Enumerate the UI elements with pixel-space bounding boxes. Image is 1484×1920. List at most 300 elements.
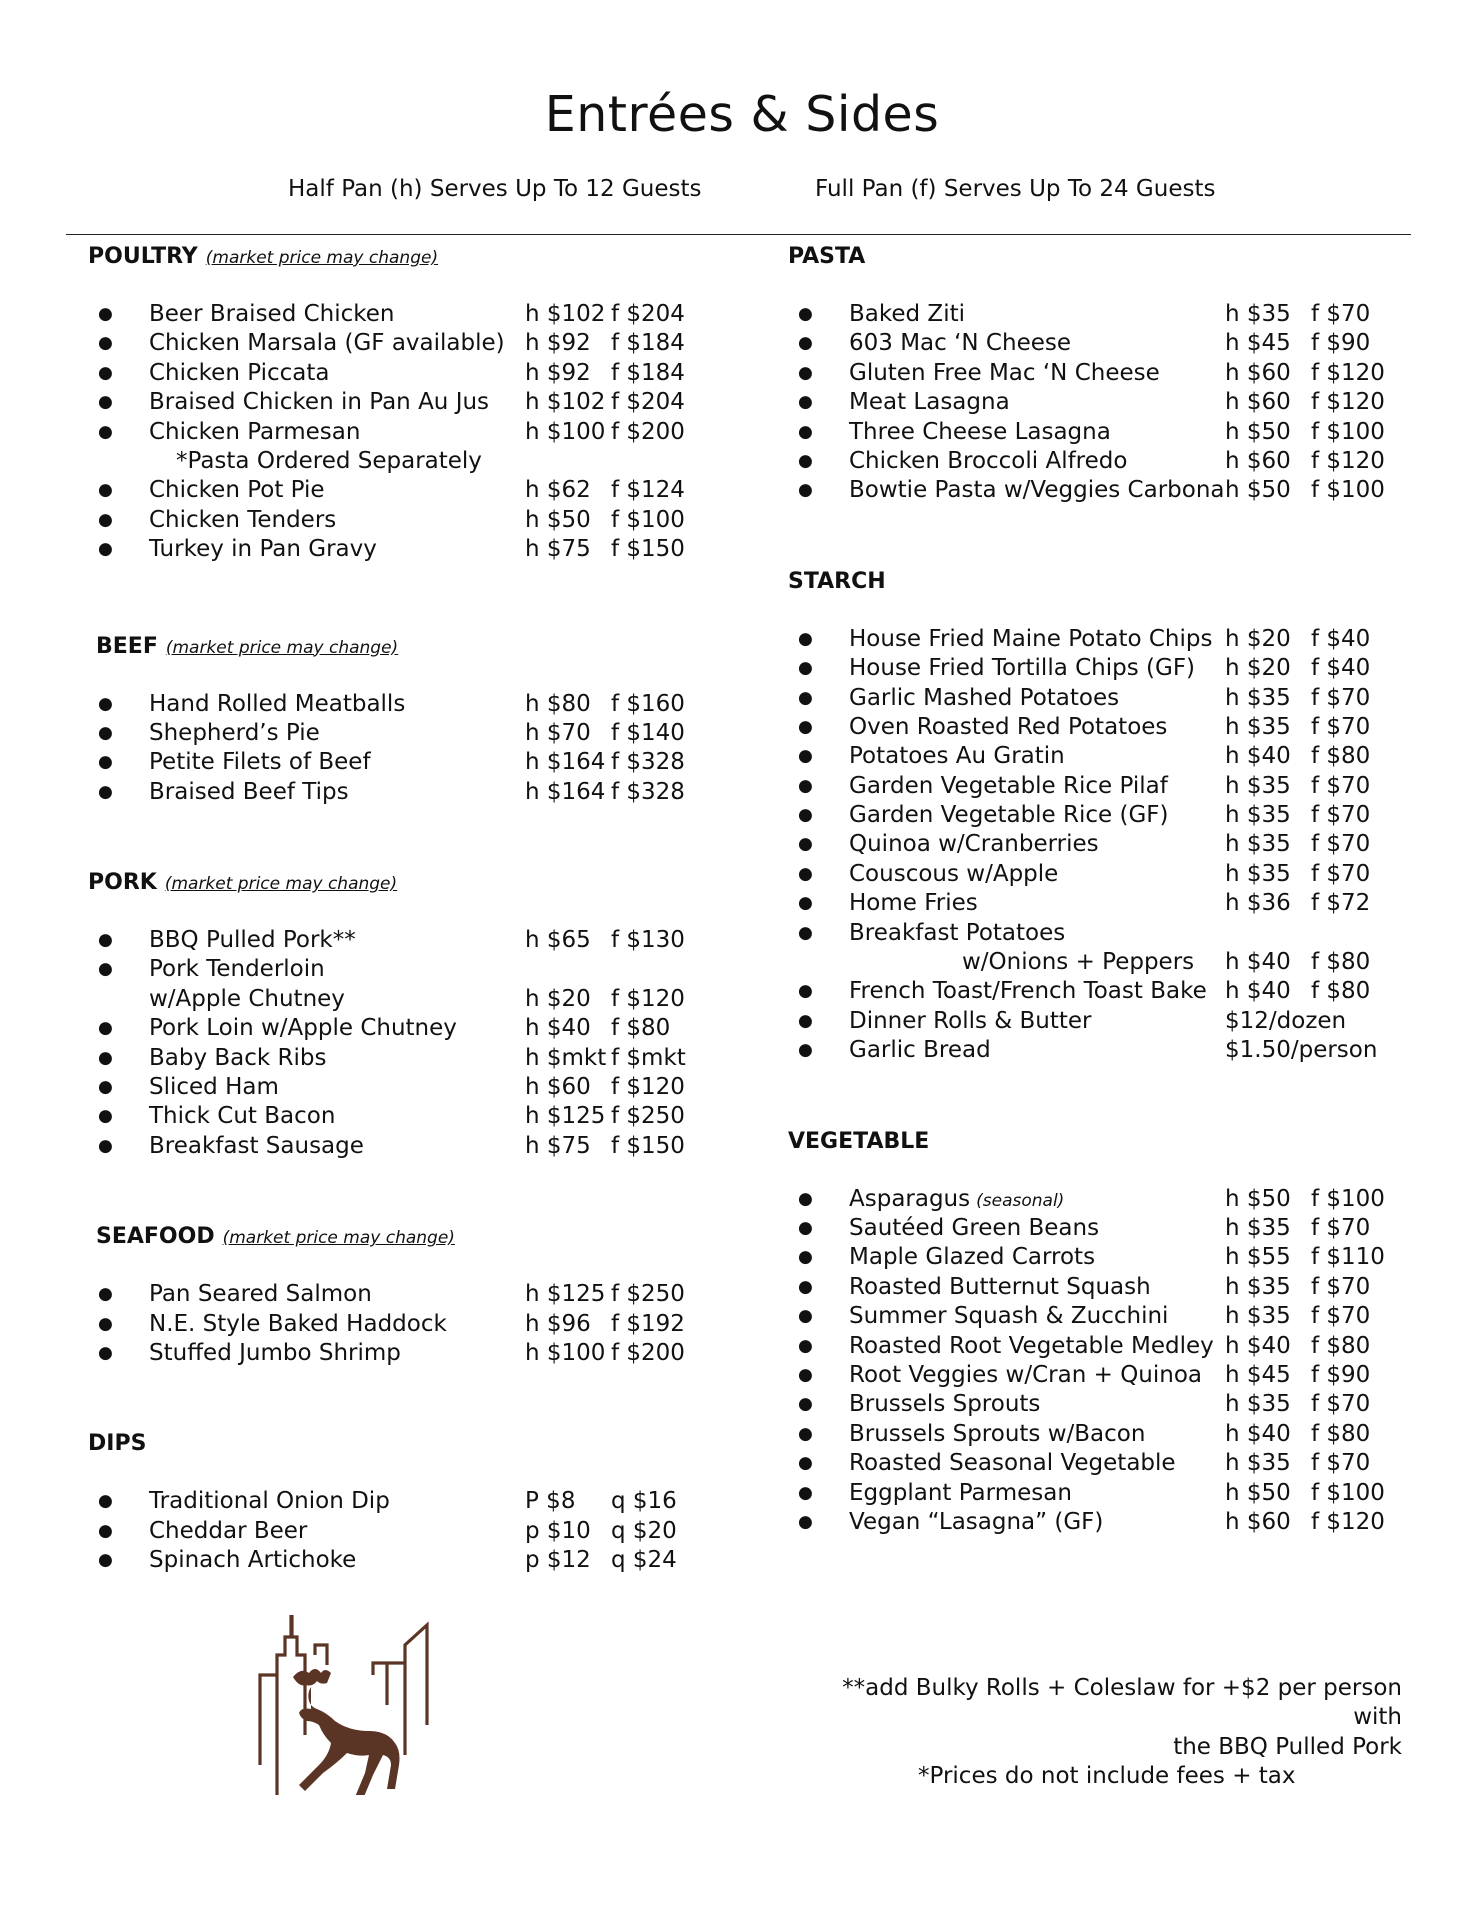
item-name: Chicken Tenders	[149, 506, 337, 533]
menu-item	[788, 1036, 1428, 1065]
item-name: Turkey in Pan Gravy	[149, 536, 377, 563]
half-pan-price: P $8	[525, 1488, 576, 1515]
item-name: Shepherd’s Pie	[149, 719, 320, 746]
full-pan-price: f $184	[611, 330, 685, 357]
full-pan-price: f $70	[1311, 1214, 1371, 1241]
bullet: ●	[798, 333, 813, 354]
item-name: Meat Lasagna	[849, 389, 1010, 416]
item-name: Stuffed Jumbo Shrimp	[149, 1339, 401, 1366]
full-pan-price: f $70	[1311, 713, 1371, 740]
item-list	[88, 926, 748, 1161]
full-pan-price: f $90	[1311, 330, 1371, 357]
menu-item	[788, 1449, 1428, 1478]
half-pan-price: h $mkt	[525, 1044, 607, 1071]
item-name: Roasted Seasonal Vegetable	[849, 1450, 1176, 1477]
half-pan-price: p $12	[525, 1547, 591, 1574]
full-pan-price: f $124	[611, 477, 685, 504]
bullet: ●	[798, 450, 813, 471]
moose-skyline-logo	[255, 1615, 475, 1795]
item-name: Pork Tenderloin	[149, 956, 325, 983]
item-name: Beer Braised Chicken	[149, 301, 395, 327]
menu-item	[88, 388, 748, 417]
section-heading	[788, 244, 1428, 270]
item-name: Garden Vegetable Rice (GF)	[849, 802, 1169, 829]
section-title: PORK	[88, 870, 157, 896]
menu-item	[88, 476, 748, 505]
menu-item	[88, 1339, 756, 1368]
menu-item	[788, 359, 1428, 388]
menu-item	[88, 1073, 748, 1102]
item-name: w/Onions + Peppers	[962, 949, 1195, 976]
menu-item	[788, 1243, 1428, 1272]
menu-item	[788, 948, 1428, 977]
bullet: ●	[798, 1010, 813, 1031]
half-pan-price: h $35	[1225, 831, 1291, 858]
half-pan-price: h $35	[1225, 684, 1291, 711]
menu-item	[788, 1007, 1428, 1036]
half-pan-note: Half Pan (h) Serves Up To 12 Guests	[288, 176, 702, 202]
item-name: N.E. Style Baked Haddock	[149, 1310, 447, 1337]
full-pan-price: f $70	[1311, 831, 1371, 858]
bullet: ●	[798, 981, 813, 1002]
half-pan-price: h $45	[1225, 330, 1291, 357]
menu-item	[88, 926, 748, 955]
right-column	[788, 240, 1428, 1537]
full-pan-price: f $80	[611, 1015, 671, 1042]
page-title: Entrées & Sides	[544, 86, 940, 143]
full-pan-price: f $80	[1311, 743, 1371, 770]
bullet: ●	[98, 421, 113, 442]
half-pan-price: h $125	[525, 1103, 606, 1130]
item-name: Breakfast Sausage	[149, 1132, 364, 1159]
half-pan-price: h $35	[1225, 802, 1291, 829]
bullet: ●	[798, 893, 813, 914]
item-name: Asparagus (seasonal)	[849, 1185, 1065, 1212]
market-price-note: (market price may change)	[205, 248, 439, 268]
section-title: VEGETABLE	[788, 1128, 930, 1154]
market-price-note: (market price may change)	[165, 637, 399, 658]
menu-item	[788, 801, 1428, 830]
bullet: ●	[798, 1394, 813, 1415]
item-name: BBQ Pulled Pork**	[149, 927, 356, 954]
full-pan-price: f $100	[1311, 418, 1385, 445]
footnotes	[790, 1674, 1402, 1792]
item-name: Chicken Piccata	[149, 359, 330, 386]
half-pan-price: h $60	[525, 1074, 591, 1101]
section-poultry	[88, 244, 748, 565]
item-name: Eggplant Parmesan	[849, 1479, 1072, 1506]
item-list	[788, 300, 1428, 506]
half-pan-price: h $60	[1225, 1508, 1291, 1535]
section-dips	[88, 1431, 748, 1575]
menu-item	[788, 860, 1428, 889]
bullet: ●	[98, 1491, 113, 1512]
item-list	[88, 300, 748, 565]
menu-item	[88, 1044, 748, 1073]
full-pan-price: f $72	[1311, 890, 1371, 917]
bullet: ●	[798, 392, 813, 413]
full-pan-price: f $100	[1311, 1479, 1385, 1506]
half-pan-price: h $102	[525, 389, 606, 416]
item-name: Breakfast Potatoes	[849, 919, 1066, 946]
bullet: ●	[798, 922, 813, 943]
bullet: ●	[98, 930, 113, 951]
item-name: Sautéed Green Beans	[849, 1214, 1100, 1241]
menu-item	[788, 1508, 1428, 1537]
half-pan-price: h $20	[1225, 655, 1291, 682]
item-name: Gluten Free Mac ‘N Cheese	[849, 359, 1160, 386]
item-list	[88, 690, 756, 808]
left-column	[88, 240, 748, 1576]
menu-item	[788, 742, 1428, 771]
full-pan-price: f $80	[1311, 1332, 1371, 1359]
full-pan-price: q $16	[611, 1488, 677, 1515]
item-name: Bowtie Pasta w/Veggies Carbona	[849, 477, 1225, 504]
full-pan-price: f $80	[1311, 1420, 1371, 1447]
item-name: *Pasta Ordered Separately	[176, 447, 482, 474]
bullet: ●	[98, 1284, 113, 1305]
menu-item	[788, 1302, 1428, 1331]
full-pan-price: f $184	[611, 359, 685, 386]
menu-item	[88, 1310, 756, 1339]
half-pan-price: h $55	[1225, 1244, 1291, 1271]
item-name: Three Cheese Lasagna	[849, 418, 1111, 445]
half-pan-price: h $100	[525, 1339, 606, 1366]
item-name: Roasted Butternut Squash	[849, 1273, 1151, 1300]
bullet: ●	[798, 421, 813, 442]
item-name: Couscous w/Apple	[849, 860, 1059, 887]
item-list	[88, 1487, 748, 1575]
item-tag: (seasonal)	[976, 1190, 1065, 1211]
full-pan-price: f $40	[1311, 655, 1371, 682]
half-pan-price: h $35	[1225, 1450, 1291, 1477]
bullet: ●	[98, 1313, 113, 1334]
half-pan-price: h $80	[525, 690, 591, 717]
item-name: Baked Ziti	[849, 301, 965, 327]
full-pan-price: f $70	[1311, 802, 1371, 829]
bullet: ●	[798, 834, 813, 855]
bullet: ●	[798, 1188, 813, 1209]
full-pan-price: q $24	[611, 1547, 677, 1574]
menu-item	[788, 1420, 1428, 1449]
full-pan-price: f $204	[611, 389, 685, 416]
item-name: French Toast/French Toast Bake	[849, 978, 1207, 1005]
menu-item	[788, 447, 1428, 476]
menu-item	[88, 418, 748, 447]
full-pan-price: f $80	[1311, 949, 1371, 976]
section-beef	[96, 634, 756, 808]
bullet: ●	[98, 362, 113, 383]
item-name: w/Apple Chutney	[149, 985, 345, 1012]
half-pan-price: h $35	[1225, 772, 1291, 799]
half-pan-price: h $35	[1225, 1391, 1291, 1418]
full-pan-price: f $120	[1311, 1508, 1385, 1535]
full-pan-price: f $120	[611, 1074, 685, 1101]
menu-item	[88, 1014, 748, 1043]
half-pan-price: h $35	[1225, 1214, 1291, 1241]
section-title: DIPS	[88, 1431, 147, 1457]
full-pan-price: f $150	[611, 1132, 685, 1159]
bullet: ●	[798, 1511, 813, 1532]
bullet: ●	[798, 480, 813, 501]
item-name: Home Fries	[849, 890, 978, 917]
section-heading	[788, 1129, 1428, 1155]
half-pan-price: h $40	[1225, 949, 1291, 976]
full-pan-price: f $80	[1311, 978, 1371, 1005]
half-pan-price: h $35	[1225, 860, 1291, 887]
item-name: Maple Glazed Carrots	[849, 1244, 1096, 1271]
half-pan-price: h $125	[525, 1281, 606, 1308]
menu-item	[788, 654, 1428, 683]
item-list	[788, 625, 1428, 1066]
menu-item	[88, 300, 748, 329]
item-name: Hand Rolled Meatballs	[149, 690, 406, 717]
full-pan-price: f $120	[1311, 447, 1385, 474]
item-name: Braised Chicken in Pan Au Jus	[149, 389, 490, 416]
bullet: ●	[798, 304, 813, 324]
full-pan-price: f $40	[1311, 625, 1371, 652]
item-name: House Fried Tortilla Chips (GF)	[849, 655, 1196, 682]
menu-item	[788, 772, 1428, 801]
menu-item	[788, 476, 1428, 505]
item-name: Dinner Rolls & Butter	[849, 1007, 1092, 1034]
half-pan-price: h $40	[1225, 1332, 1291, 1359]
section-heading	[88, 244, 748, 270]
full-pan-price: q $20	[611, 1517, 677, 1544]
half-pan-price: h $36	[1225, 890, 1291, 917]
full-pan-price: f $100	[1311, 1185, 1385, 1212]
half-pan-price: h $40	[1225, 978, 1291, 1005]
section-pork	[88, 870, 748, 1161]
item-name: 603 Mac ‘N Cheese	[849, 330, 1072, 357]
bullet: ●	[98, 1135, 113, 1156]
bullet: ●	[798, 1040, 813, 1061]
half-pan-price: h $35	[1225, 1303, 1291, 1330]
full-pan-price: f $328	[611, 778, 685, 805]
full-pan-price: f $100	[1311, 477, 1385, 504]
menu-item	[788, 889, 1428, 918]
full-pan-price: f $200	[611, 418, 685, 445]
bullet: ●	[798, 1306, 813, 1327]
menu-item	[88, 985, 748, 1014]
item-name: Cheddar Beer	[149, 1517, 308, 1544]
half-pan-price: h $60	[1225, 447, 1291, 474]
bullet: ●	[98, 781, 113, 802]
section-heading	[96, 1224, 756, 1250]
menu-item	[788, 1479, 1428, 1508]
bullet: ●	[98, 392, 113, 413]
item-name: Spinach Artichoke	[149, 1547, 357, 1574]
market-price-note: (market price may change)	[164, 874, 398, 895]
item-name: Roasted Root Vegetable Medley	[849, 1332, 1214, 1359]
menu-item	[88, 1132, 748, 1161]
half-pan-price: h $60	[1225, 389, 1291, 416]
half-pan-price: h $164	[525, 778, 606, 805]
bullet: ●	[798, 1247, 813, 1268]
menu-item	[88, 719, 756, 748]
half-pan-price: h $35	[1225, 713, 1291, 740]
section-starch	[788, 569, 1428, 1066]
menu-item	[788, 977, 1428, 1006]
half-pan-price: h $50	[1225, 418, 1291, 445]
full-pan-price: f $250	[611, 1281, 685, 1308]
item-name: Traditional Onion Dip	[149, 1488, 390, 1515]
full-pan-price: f $140	[611, 719, 685, 746]
half-pan-price: h $40	[1225, 1420, 1291, 1447]
menu-item	[788, 919, 1428, 948]
item-name: Chicken Parmesan	[149, 418, 361, 445]
item-name: House Fried Maine Potato Chips	[849, 625, 1213, 652]
bullet: ●	[798, 362, 813, 383]
menu-item	[88, 690, 756, 719]
full-pan-price: f $200	[611, 1339, 685, 1366]
half-pan-price: h $20	[1225, 625, 1291, 652]
header-divider	[66, 234, 1411, 235]
bullet: ●	[98, 1550, 113, 1571]
bullet: ●	[798, 863, 813, 884]
bullet: ●	[798, 746, 813, 767]
menu-item	[788, 830, 1428, 859]
menu-item	[788, 1185, 1428, 1214]
full-pan-price: f $70	[1311, 684, 1371, 711]
section-title: POULTRY	[88, 244, 198, 269]
bullet: ●	[98, 693, 113, 714]
menu-item	[88, 1546, 748, 1575]
full-pan-price: f $160	[611, 690, 685, 717]
item-name: Summer Squash & Zucchini	[849, 1303, 1169, 1330]
bullet: ●	[98, 539, 113, 560]
footnote-prices: *Prices do not include fees + tax	[918, 1763, 1296, 1790]
full-pan-price: f $100	[611, 506, 685, 533]
menu-item	[88, 329, 748, 358]
full-pan-price: f $130	[611, 927, 685, 954]
bullet: ●	[798, 687, 813, 708]
item-name: Thick Cut Bacon	[149, 1103, 336, 1130]
half-pan-price: h $50	[525, 506, 591, 533]
bullet: ●	[98, 333, 113, 354]
half-pan-price: h $75	[525, 536, 591, 563]
menu-item	[788, 1390, 1428, 1419]
menu-item	[788, 1361, 1428, 1390]
footnote-bbq: the BBQ Pulled Pork	[1173, 1733, 1402, 1760]
section-seafood	[96, 1224, 756, 1368]
menu-item	[88, 1487, 748, 1516]
bullet: ●	[98, 1077, 113, 1098]
item-name: Chicken Broccoli Alfredo	[849, 447, 1128, 474]
full-pan-price: f $120	[611, 985, 685, 1012]
item-name: Root Veggies w/Cran + Quinoa	[849, 1361, 1203, 1388]
half-pan-price: h $75	[525, 1132, 591, 1159]
bullet: ●	[798, 658, 813, 679]
item-name: Brussels Sprouts w/Bacon	[849, 1420, 1146, 1447]
menu-item	[788, 388, 1428, 417]
menu-item	[788, 713, 1428, 742]
menu-item	[788, 1214, 1428, 1243]
half-pan-price: h $50	[1225, 1479, 1291, 1506]
bullet: ●	[98, 1106, 113, 1127]
item-list	[88, 1280, 756, 1368]
menu-item	[88, 535, 748, 564]
half-pan-price: h $102	[525, 301, 606, 327]
menu-item	[788, 684, 1428, 713]
footnote-bulky-rolls: **add Bulky Rolls + Coleslaw for +$2 per person with	[842, 1675, 1402, 1731]
item-name: Chicken Pot Pie	[149, 477, 325, 504]
item-name: Garlic Bread	[849, 1037, 991, 1064]
item-name: Petite Filets of Beef	[149, 749, 371, 776]
bullet: ●	[98, 959, 113, 980]
section-title: STARCH	[788, 568, 886, 594]
half-pan-price: h $40	[525, 1015, 591, 1042]
full-pan-price: f $70	[1311, 1273, 1371, 1300]
full-pan-price: f $328	[611, 749, 685, 776]
bullet: ●	[798, 628, 813, 649]
item-name: Pork Loin w/Apple Chutney	[149, 1015, 457, 1042]
full-pan-price: f $120	[1311, 389, 1385, 416]
item-name: Sliced Ham	[149, 1074, 279, 1101]
section-title: BEEF	[96, 633, 158, 659]
full-pan-price: f $70	[1311, 1303, 1371, 1330]
item-name: Braised Beef Tips	[149, 778, 349, 805]
market-price-note: (market price may change)	[222, 1228, 455, 1249]
half-pan-price: $12/dozen	[1225, 1007, 1347, 1034]
menu-item	[788, 418, 1428, 447]
half-pan-price: h $50	[1225, 477, 1291, 504]
bullet: ●	[798, 1453, 813, 1474]
section-title: SEAFOOD	[96, 1224, 215, 1250]
item-name: Quinoa w/Cranberries	[849, 831, 1099, 858]
full-pan-price: f $204	[611, 301, 685, 327]
full-pan-price: f $90	[1311, 1361, 1371, 1388]
bullet: ●	[798, 1423, 813, 1444]
full-pan-price: f $mkt	[611, 1044, 686, 1071]
half-pan-price: h $92	[525, 359, 591, 386]
bullet: ●	[798, 1482, 813, 1503]
section-title: PASTA	[788, 244, 866, 269]
item-name: Vegan “Lasagna” (GF)	[849, 1508, 1104, 1535]
half-pan-price: h $35	[1225, 1273, 1291, 1300]
menu-item	[88, 778, 756, 807]
bullet: ●	[98, 722, 113, 743]
bullet: ●	[798, 775, 813, 796]
half-pan-price: $1.50/person	[1225, 1037, 1378, 1064]
bullet: ●	[98, 304, 113, 324]
menu-item	[788, 1273, 1428, 1302]
half-pan-price: h $100	[525, 418, 606, 445]
full-pan-price: f $70	[1311, 772, 1371, 799]
full-pan-note: Full Pan (f) Serves Up To 24 Guests	[815, 176, 1216, 202]
section-heading	[788, 569, 1428, 595]
half-pan-price: h $96	[525, 1310, 591, 1337]
bullet: ●	[98, 1342, 113, 1363]
half-pan-price: h $45	[1225, 1361, 1291, 1388]
menu-item	[88, 359, 748, 388]
full-pan-price: f $120	[1311, 359, 1385, 386]
full-pan-price: f $250	[611, 1103, 685, 1130]
bullet: ●	[798, 716, 813, 737]
bullet: ●	[98, 480, 113, 501]
half-pan-price: h $62	[525, 477, 591, 504]
full-pan-price: f $150	[611, 536, 685, 563]
full-pan-price: f $192	[611, 1310, 685, 1337]
full-pan-price: f $70	[1311, 1450, 1371, 1477]
menu-item	[88, 748, 756, 777]
item-name: Brussels Sprouts	[849, 1391, 1041, 1418]
half-pan-price: h $50	[1225, 1185, 1291, 1212]
half-pan-price: h $20	[525, 985, 591, 1012]
half-pan-price: h $92	[525, 330, 591, 357]
bullet: ●	[798, 1364, 813, 1385]
menu-item	[88, 506, 748, 535]
